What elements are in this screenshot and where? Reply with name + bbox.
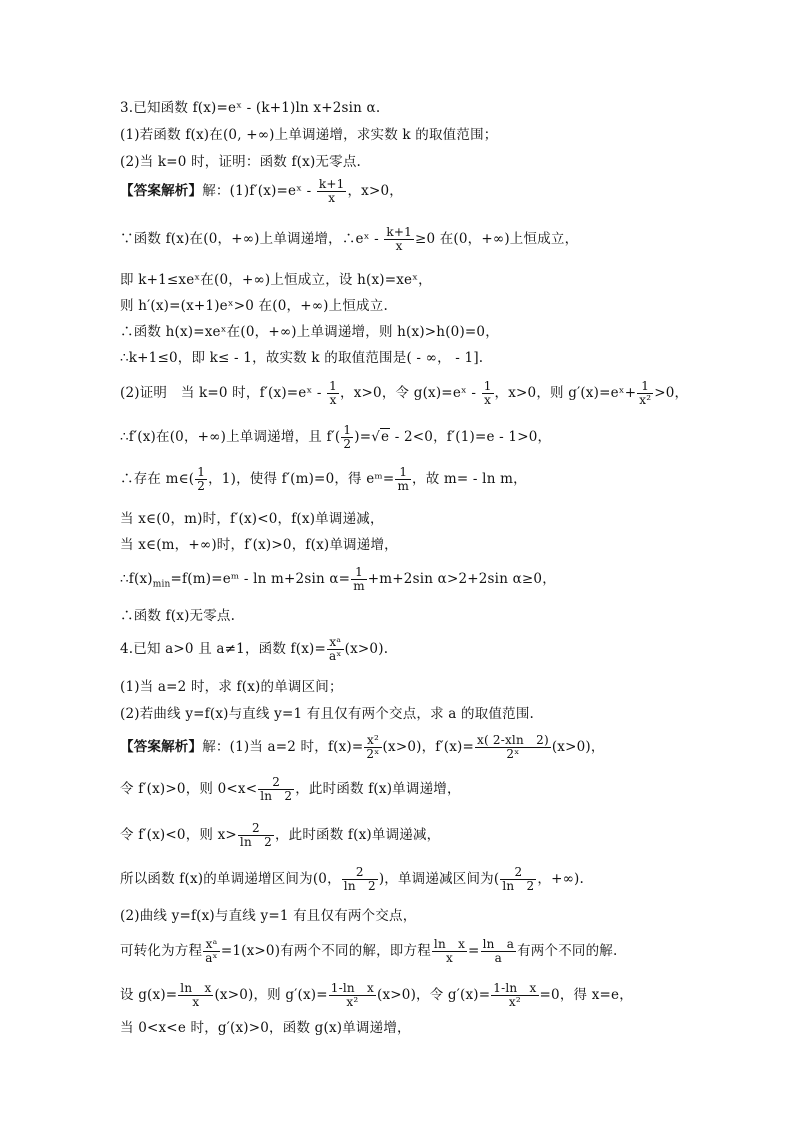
fraction: $\frac{1}{x}$	[329, 379, 338, 407]
fraction: $\frac{1}{2}$	[197, 465, 206, 493]
fraction: $\frac{\text{x²}}{\text{2ˣ}}$	[366, 733, 380, 761]
fraction: $\frac{x( 2-xln 2)}{\text{2ˣ}}$	[477, 733, 549, 761]
answer-line: 设 g(x)= $\frac{\text{ln x}}{x}$ (x>0)，则 g′(x)= $\frac{\text{1-ln x}}{\text{x²}}$ (x>0)，令 g′(x)= $\frac{\text{1-ln x}}{\text{x²}}$ =0，得 x=e，	[120, 981, 633, 1009]
fraction: $\frac{2}{\ln 2}$	[502, 865, 535, 893]
fraction: $\frac{2}{\ln 2}$	[343, 865, 376, 893]
text: 3.已知函数 f(x)=eˣ - (k+1)ln x+2sin α.	[120, 100, 381, 116]
problem-4-part-1: (1)当 a=2 时，求 f(x)的单调区间；	[120, 679, 343, 695]
text: ，x>0，	[347, 183, 403, 199]
problem-3-part-1	[120, 123, 497, 143]
answer-line: 可转化为方程 $\frac{\text{xᵃ}}{\text{aˣ}}$ =1(x>0)有两个不同的解，即方程 $\frac{\text{ln x}}{x}$ = $\frac{\text{ln a}}{a}$ 有两个不同的解.	[120, 937, 618, 965]
fraction: $\frac{k+1}{x}$	[386, 225, 412, 253]
fraction: $\frac{\text{ln x}}{x}$	[180, 981, 212, 1009]
problem-3-title	[120, 96, 380, 116]
fraction: $\frac{2}{\ln 2}$	[239, 821, 272, 849]
answer-line: ∴f′(x)在(0，+∞)上单调递增，且 f′( $\frac{1}{2}$ )=√e - 2<0，f′(1)=e - 1>0，	[120, 423, 552, 451]
fraction: $\frac{\text{ln x}}{x}$	[433, 937, 466, 965]
problem-3-part-2	[120, 150, 361, 170]
answer-line: ∴k+1≤0，即 k≤ - 1，故实数 k 的取值范围是( - ∞， - 1].	[120, 350, 484, 366]
answer-tag: 【答案解析】	[120, 183, 203, 199]
answer-line: ∵函数 f(x)在(0，+∞)上单调递增，∴eˣ - $\frac{k+1}{x}$ ≥0 在(0，+∞)上恒成立，	[120, 225, 579, 253]
fraction: $\frac{\text{xᵃ}}{\text{aˣ}}$	[205, 937, 218, 965]
answer-line: 【答案解析】解：(1)当 a=2 时，f(x)= $\frac{\text{x²}}{\text{2ˣ}}$ (x>0)，f′(x)= $\frac{x( 2-xln 2)}{\text{2ˣ}}$ (x>0)，	[120, 733, 605, 761]
fraction: $\frac{\text{1-ln x}}{\text{x²}}$	[493, 981, 537, 1009]
answer-line: 所以函数 f(x)的单调递增区间为(0， $\frac{2}{\ln 2}$ )，单调递减区间为( $\frac{2}{\ln 2}$ ，+∞).	[120, 865, 584, 893]
answer-line: 令 f′(x)>0，则 0<x< $\frac{2}{\ln 2}$ ，此时函数 f(x)单调递增，	[120, 775, 461, 803]
answer-line: ∴函数 h(x)=xeˣ在(0，+∞)上单调递增，则 h(x)>h(0)=0，	[120, 324, 499, 340]
fraction: $\frac{\text{1-ln x}}{\text{x²}}$	[330, 981, 374, 1009]
answer-line	[120, 178, 403, 205]
sqrt-radicand: e	[381, 429, 390, 445]
text: 解：(1)f′(x)=eˣ -	[202, 183, 316, 199]
text: (2)当 k=0 时，证明：函数 f(x)无零点.	[120, 154, 362, 170]
answer-line: ∴函数 f(x)无零点.	[120, 608, 236, 624]
fraction: $\frac{1}{m}$	[397, 465, 410, 493]
fraction: $\frac{1}{2}$	[343, 423, 352, 451]
fraction: $\frac{2}{\ln 2}$	[260, 775, 293, 803]
answer-line: $\therefore f(x)_{min}=f(m)=eᵐ - \ln m+2\sin$ α= $\frac{1}{m}$ +m+2sin α>2+2sin α≥0，	[120, 565, 556, 593]
answer-line: 则 h′(x)=(x+1)eˣ>0 在(0，+∞)上恒成立.	[120, 298, 388, 314]
fraction: $\frac{\text{xᵃ}}{\text{aˣ}}$	[329, 635, 342, 663]
text: (1)若函数 f(x)在(0, +∞)上单调递增，求实数 k 的取值范围；	[120, 127, 498, 143]
answer-line: 当 0<x<e 时，g′(x)>0，函数 g(x)单调递增，	[120, 1020, 411, 1036]
answer-line: 当 x∈(0，m)时，f′(x)<0，f(x)单调递减，	[120, 511, 384, 527]
answer-line: (2)曲线 y=f(x)与直线 y=1 有且仅有两个交点，	[120, 908, 417, 924]
fraction: $\frac{k+1}{x}$	[318, 177, 345, 205]
fraction: $\frac{1}{x}$	[483, 379, 492, 407]
answer-line: 当 x∈(m，+∞)时，f′(x)>0，f(x)单调递增，	[120, 537, 398, 553]
fraction: $\frac{\text{ln a}}{a}$	[482, 937, 515, 965]
answer-line: 即 k+1≤xeˣ在(0，+∞)上恒成立，设 h(x)=xeˣ，	[120, 272, 432, 288]
problem-4-title: 4.已知 a>0 且 a≠1，函数 f(x)= $\frac{\text{xᵃ}}{\text{aˣ}}$ (x>0).	[120, 635, 389, 663]
answer-tag: 【答案解析】	[120, 739, 203, 755]
answer-line: 令 f′(x)<0，则 x> $\frac{2}{\ln 2}$ ，此时函数 f(x)单调递减，	[120, 821, 441, 849]
answer-line: (2)证明 当 k=0 时，f′(x)=eˣ - $\frac{1}{x}$ ，x>0，令 g(x)=eˣ - $\frac{1}{x}$ ，x>0，则 g′(x)=eˣ+ $\frac{1}{\text{x²}}$ >0，	[120, 379, 689, 407]
fraction: $\frac{1}{m}$	[353, 565, 365, 593]
fraction: $\frac{1}{\text{x²}}$	[639, 379, 652, 407]
answer-line: ∴存在 m∈( $\frac{1}{2}$ ，1)，使得 f′(m)=0，得 eᵐ= $\frac{1}{m}$ ，故 m= - ln m，	[120, 465, 527, 493]
problem-4-part-2: (2)若曲线 y=f(x)与直线 y=1 有且仅有两个交点，求 a 的取值范围.	[120, 706, 535, 722]
